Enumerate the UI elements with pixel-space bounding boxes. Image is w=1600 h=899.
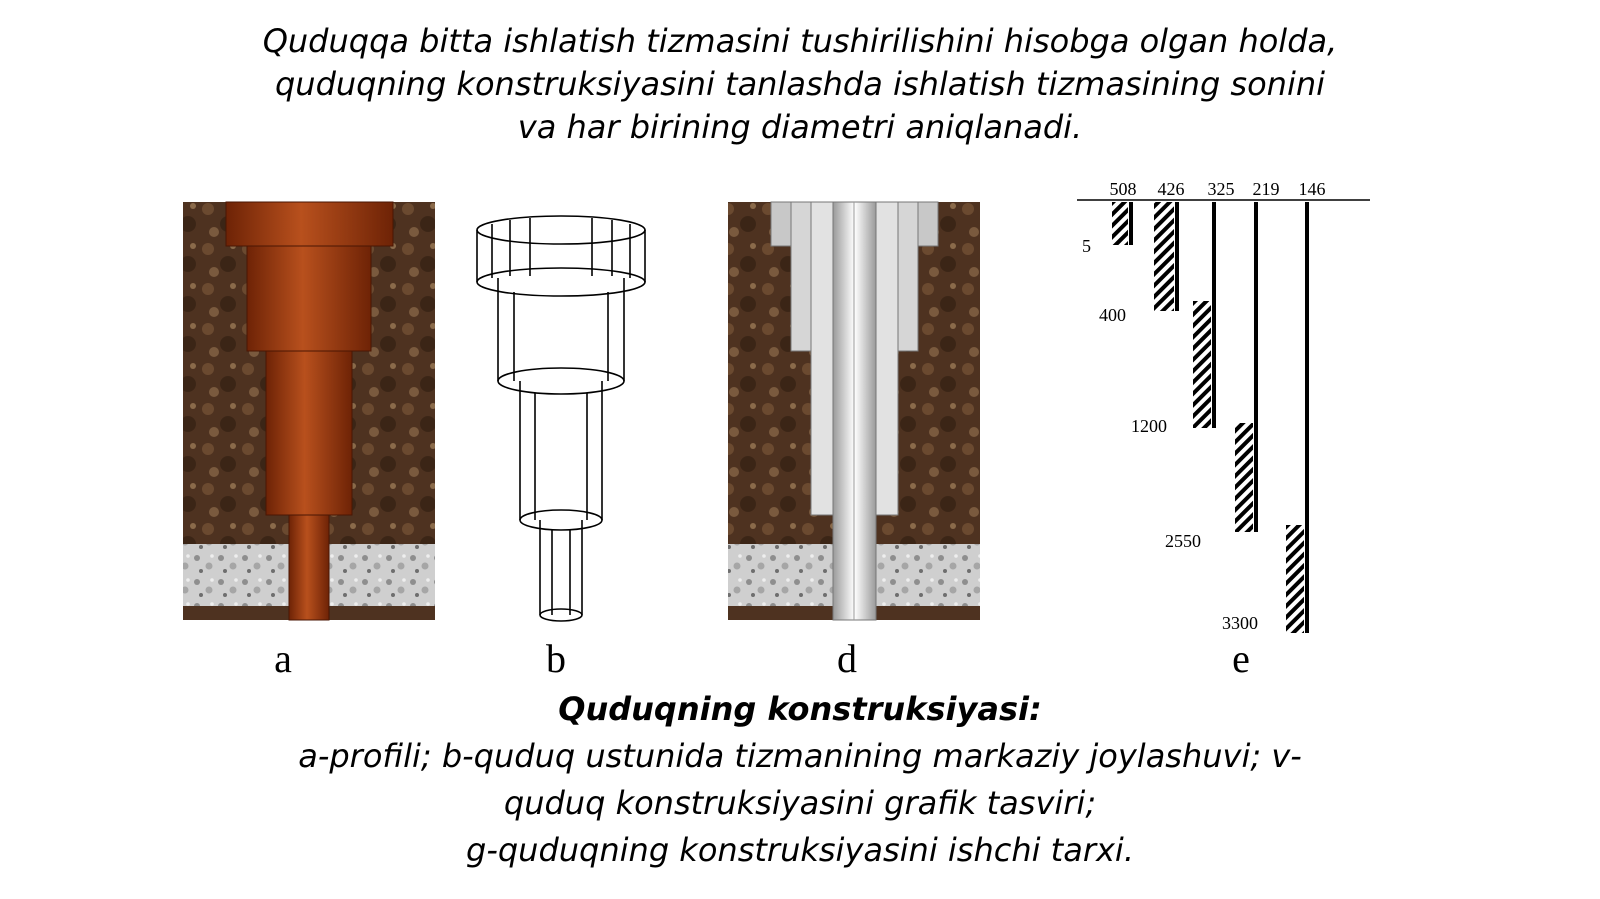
diameter-219: 219 bbox=[1252, 179, 1280, 199]
intro-line-3: va har birining diametri aniqlanadi. bbox=[517, 108, 1083, 146]
panel-label-a: a bbox=[274, 636, 292, 681]
caption-line-3: g-quduqning konstruksiyasini ishchi tarxi. bbox=[466, 831, 1134, 869]
depth-1200: 1200 bbox=[1131, 416, 1167, 436]
diameter-508: 508 bbox=[1109, 179, 1137, 199]
casing-146 bbox=[289, 515, 329, 620]
panel-label-e: e bbox=[1232, 636, 1250, 681]
cement-146 bbox=[1286, 525, 1304, 633]
diameter-146: 146 bbox=[1298, 179, 1326, 199]
depth-5: 5 bbox=[1082, 236, 1091, 256]
panel-label-b: b bbox=[546, 636, 566, 681]
diameter-325: 325 bbox=[1207, 179, 1235, 199]
depth-400: 400 bbox=[1099, 305, 1126, 325]
casing-325 bbox=[266, 351, 352, 515]
caption-title: Quduqning konstruksiyasi: bbox=[558, 690, 1042, 728]
casing-508 bbox=[226, 202, 393, 246]
cement-426 bbox=[1154, 202, 1174, 311]
intro-line-1: Quduqqa bitta ishlatish tizmasini tushirilishini hisobga olgan holda, bbox=[262, 22, 1338, 60]
casing-426 bbox=[247, 246, 371, 351]
panel-d-graphic bbox=[728, 202, 980, 620]
caption-line-2: quduq konstruksiyasini grafik tasviri; bbox=[503, 784, 1097, 822]
panel-e-scheme bbox=[1077, 179, 1370, 633]
cement-325 bbox=[1193, 301, 1211, 428]
depth-3300: 3300 bbox=[1222, 613, 1258, 633]
cement-508 bbox=[1112, 202, 1128, 245]
cement-219 bbox=[1235, 423, 1253, 532]
diameter-426: 426 bbox=[1157, 179, 1185, 199]
caption-line-1: a-profili; b-quduq ustunida tizmanining markaziy joylashuvi; v- bbox=[298, 737, 1302, 775]
intro-line-2: quduqning konstruksiyasini tanlashda ishlatish tizmasining sonini bbox=[274, 65, 1326, 103]
panel-label-d: d bbox=[837, 636, 857, 681]
panel-a-profile bbox=[183, 202, 435, 620]
panel-b-wireframe bbox=[477, 216, 645, 621]
depth-2550: 2550 bbox=[1165, 531, 1201, 551]
